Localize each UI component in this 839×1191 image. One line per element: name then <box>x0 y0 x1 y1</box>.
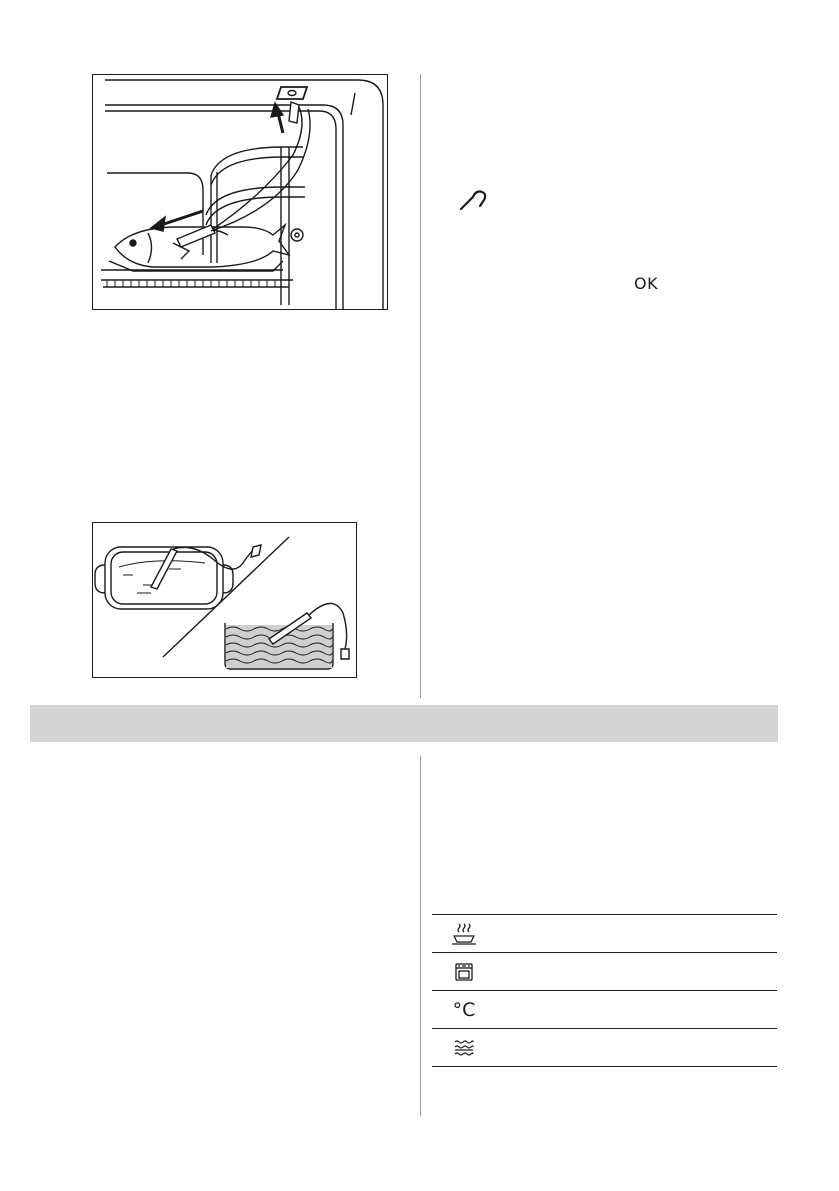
probe-icon <box>458 188 490 212</box>
degree-celsius-icon: °C <box>432 991 496 1029</box>
column-divider-top <box>420 74 421 698</box>
table-row <box>432 953 777 991</box>
row-text <box>496 915 777 953</box>
row-text <box>496 953 777 991</box>
dish-with-steam-icon <box>432 915 496 953</box>
water-waves-icon <box>432 1029 496 1067</box>
oven-probe-fish-illustration <box>92 74 388 310</box>
probe-in-dish-and-liquid-illustration <box>92 522 357 678</box>
row-text <box>496 991 777 1029</box>
ok-key-label: OK <box>634 274 659 293</box>
column-divider-bottom <box>420 756 421 1116</box>
table-row <box>432 991 777 1029</box>
row-text <box>496 1029 777 1067</box>
icon-table <box>432 914 777 1067</box>
oven-cavity-icon <box>432 953 496 991</box>
table-row <box>432 915 777 953</box>
section-heading-band <box>30 705 778 742</box>
table-row <box>432 1029 777 1067</box>
